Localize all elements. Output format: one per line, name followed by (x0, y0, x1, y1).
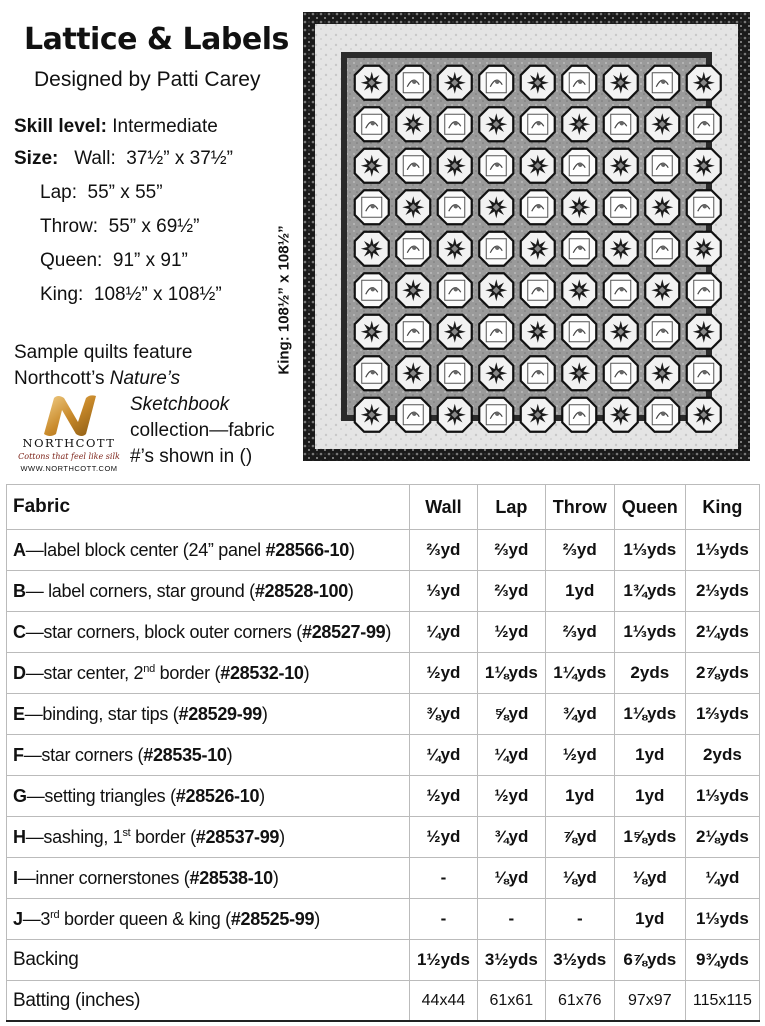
fabric-close: ) (303, 662, 310, 683)
yardage-wall: ½yd (410, 776, 478, 817)
yardage-lap: ¼yd (477, 735, 545, 776)
sketch-motif (578, 80, 582, 84)
size-dims: 37½” x 37½” (126, 148, 233, 169)
sketch-motif (578, 412, 582, 416)
sample-line: #’s shown in () (130, 446, 253, 467)
fabric-close: ) (259, 785, 265, 806)
size-row-lap (14, 182, 163, 204)
fabric-letter: G (13, 785, 27, 806)
ordinal-suffix: nd (143, 662, 155, 675)
fabric-description (7, 694, 410, 735)
fabric-close: ) (261, 703, 268, 724)
sketch-motif (412, 163, 416, 167)
size-row-wall (14, 148, 233, 170)
fabric-letter: B (13, 580, 26, 601)
collection-name: Nature’s (109, 368, 181, 389)
yardage-wall: ⅓yd (410, 571, 478, 612)
fabric-use: — label corners, star ground ( (25, 580, 255, 601)
batting-lap: 61x61 (477, 981, 545, 1022)
sketch-motif (578, 329, 582, 333)
table-header-row (7, 485, 760, 530)
ordinal-suffix: rd (50, 908, 60, 921)
sketch-motif (537, 204, 541, 208)
table-row (7, 735, 760, 776)
yardage-king: 1⅓yds (685, 899, 759, 940)
column-header: Throw (545, 485, 614, 530)
fabric-description (7, 817, 410, 858)
table-row (7, 571, 760, 612)
fabric-number: #28535-10 (143, 744, 227, 765)
yardage-lap: ⅝yd (477, 694, 545, 735)
fabric-requirements-table (6, 484, 760, 1022)
yardage-throw: ⅔yd (545, 530, 614, 571)
column-header: Lap (477, 485, 545, 530)
collection-name: Sketchbook (130, 394, 230, 415)
table-row (7, 899, 760, 940)
sketch-motif (578, 163, 582, 167)
northcott-n-icon (10, 392, 128, 438)
column-header: Queen (614, 485, 685, 530)
yardage-lap: ¾yd (477, 817, 545, 858)
yardage-king: 2⅛yds (685, 817, 759, 858)
logo-url: WWW.NORTHCOTT.COM (20, 464, 118, 473)
backing-label: Backing (7, 940, 410, 981)
yardage-throw: 1¼yds (545, 653, 614, 694)
sketch-motif (412, 412, 416, 416)
northcott-logo (10, 392, 128, 482)
sketch-motif (454, 287, 458, 291)
yardage-king: ¼yd (685, 858, 759, 899)
size-row-throw (14, 216, 199, 238)
sketch-motif (412, 329, 416, 333)
fabric-description (7, 858, 410, 899)
fabric-number: #28532-10 (220, 662, 304, 683)
fabric-use: —label block center (24” panel (25, 539, 266, 560)
size-name: Lap: (40, 182, 77, 203)
fabric-letter: A (13, 539, 26, 560)
yardage-queen: 1¾yds (614, 571, 685, 612)
yardage-wall: ½yd (410, 817, 478, 858)
sketch-motif (537, 287, 541, 291)
sketch-motif (371, 204, 375, 208)
yardage-throw: ½yd (545, 735, 614, 776)
sample-line: collection—fabric (130, 420, 275, 441)
bottom-rule (6, 1020, 760, 1022)
yardage-queen: 1⅛yds (614, 694, 685, 735)
sketch-motif (661, 412, 665, 416)
backing-queen: 6⅞yds (614, 940, 685, 981)
pattern-title: Lattice & Labels (24, 22, 289, 57)
sample-text: Northcott’s (14, 368, 110, 389)
sketch-motif (703, 121, 707, 125)
yardage-throw: ⅞yd (545, 817, 614, 858)
fabric-letter: E (13, 703, 25, 724)
sketch-motif (703, 204, 707, 208)
size-label: Size: (14, 148, 59, 169)
yardage-lap: ⅔yd (477, 571, 545, 612)
fabric-description (7, 653, 410, 694)
yardage-queen: 1yd (614, 735, 685, 776)
yardage-lap: ⅛yd (477, 858, 545, 899)
sketch-motif (412, 80, 416, 84)
quilt-size-label (264, 220, 304, 380)
yardage-king: 2¼yds (685, 612, 759, 653)
table-row (7, 776, 760, 817)
size-name: Queen: (40, 250, 103, 271)
sketch-motif (454, 204, 458, 208)
size-name: Throw: (40, 216, 99, 237)
fabric-description (7, 530, 410, 571)
yardage-lap: - (477, 899, 545, 940)
designer-credit: Designed by Patti Carey (34, 68, 261, 91)
fabric-number: #28525-99 (230, 908, 315, 929)
yardage-king: 1⅔yds (685, 694, 759, 735)
fabric-letter: H (13, 826, 26, 847)
yardage-lap: 1⅛yds (477, 653, 545, 694)
fabric-use: —inner cornerstones ( (17, 867, 190, 888)
batting-label: Batting (inches) (7, 981, 410, 1022)
sketch-motif (661, 80, 665, 84)
logo-name: NORTHCOTT (22, 436, 116, 450)
yardage-wall: ½yd (410, 653, 478, 694)
sketch-motif (578, 246, 582, 250)
table-row (7, 530, 760, 571)
fabric-close: ) (347, 580, 354, 601)
size-row-king (14, 284, 222, 306)
yardage-lap: ½yd (477, 612, 545, 653)
fabric-description (7, 776, 410, 817)
sample-note-continued (130, 392, 275, 470)
yardage-wall: ¼yd (410, 612, 478, 653)
fabric-close: ) (314, 908, 320, 929)
yardage-queen: ⅛yd (614, 858, 685, 899)
fabric-use: —sashing, 1 (25, 826, 123, 847)
yardage-wall: ¼yd (410, 735, 478, 776)
sketch-motif (620, 121, 624, 125)
yardage-wall: - (410, 858, 478, 899)
fabric-number: #28528-100 (254, 580, 348, 601)
fabric-use: —star center, 2 (25, 662, 144, 683)
sketch-motif (371, 287, 375, 291)
yardage-throw: 1yd (545, 776, 614, 817)
yardage-lap: ⅔yd (477, 530, 545, 571)
sketch-motif (620, 204, 624, 208)
size-name: King: (40, 284, 84, 305)
yardage-king: 1⅓yds (685, 530, 759, 571)
table-row-backing (7, 940, 760, 981)
batting-queen: 97x97 (614, 981, 685, 1022)
yardage-throw: - (545, 899, 614, 940)
fabric-letter: D (13, 662, 26, 683)
fabric-use-cont: border ( (154, 662, 221, 683)
column-header: Wall (410, 485, 478, 530)
skill-label: Skill level: (14, 116, 107, 137)
batting-wall: 44x44 (410, 981, 478, 1022)
fabric-number: #28529-99 (178, 703, 262, 724)
sketch-motif (412, 246, 416, 250)
fabric-use: —star corners ( (23, 744, 144, 765)
table-row (7, 612, 760, 653)
sketch-motif (537, 370, 541, 374)
fabric-use: —3 (22, 908, 51, 929)
sample-note (14, 340, 193, 392)
sketch-motif (661, 163, 665, 167)
yardage-king: 2⅓yds (685, 571, 759, 612)
sketch-motif (620, 287, 624, 291)
fabric-description (7, 735, 410, 776)
fabric-number: #28537-99 (195, 826, 280, 847)
sketch-motif (495, 163, 499, 167)
fabric-number: #28538-10 (189, 867, 273, 888)
fabric-letter: I (13, 867, 18, 888)
sketch-motif (537, 121, 541, 125)
yardage-queen: 1yd (614, 899, 685, 940)
logo-tagline: Cottons that feel like silk (18, 452, 120, 461)
fabric-letter: C (13, 621, 26, 642)
sketch-motif (661, 329, 665, 333)
sketch-motif (454, 121, 458, 125)
size-dims: 91” x 91” (112, 250, 188, 271)
fabric-use: —star corners, block outer corners ( (25, 621, 302, 642)
column-header: King (685, 485, 759, 530)
yardage-wall: - (410, 899, 478, 940)
backing-throw: 3½yds (545, 940, 614, 981)
fabric-number: #28566-10 (265, 539, 349, 560)
yardage-queen: 1yd (614, 776, 685, 817)
size-dims: 55” x 55” (87, 182, 163, 203)
size-dims: 108½” x 108½” (93, 284, 222, 305)
sample-line: Sample quilts feature (14, 342, 193, 363)
fabric-use-cont: border ( (130, 826, 196, 847)
yardage-king: 2yds (685, 735, 759, 776)
sketch-motif (495, 246, 499, 250)
sketch-motif (371, 121, 375, 125)
sample-line (14, 366, 193, 392)
yardage-throw: ⅛yd (545, 858, 614, 899)
backing-wall: 1½yds (410, 940, 478, 981)
table-row-batting (7, 981, 760, 1022)
table-row (7, 817, 760, 858)
yardage-queen: 2yds (614, 653, 685, 694)
quilt-illustration (303, 12, 750, 461)
fabric-description (7, 571, 410, 612)
sketch-motif (495, 329, 499, 333)
fabric-letter: J (13, 908, 23, 929)
fabric-description (7, 899, 410, 940)
table-row (7, 694, 760, 735)
yardage-queen: 1⅓yds (614, 612, 685, 653)
sketch-motif (703, 370, 707, 374)
fabric-use-cont: border queen & king ( (59, 908, 231, 929)
yardage-king: 2⅞yds (685, 653, 759, 694)
batting-throw: 61x76 (545, 981, 614, 1022)
yardage-throw: ¾yd (545, 694, 614, 735)
skill-level (14, 116, 218, 138)
skill-value: Intermediate (112, 116, 218, 137)
yardage-queen: 1⅓yds (614, 530, 685, 571)
size-dims: 55” x 69½” (108, 216, 200, 237)
sketch-motif (371, 370, 375, 374)
fabric-number: #28527-99 (302, 621, 386, 642)
table-row (7, 653, 760, 694)
fabric-use: —setting triangles ( (26, 785, 176, 806)
fabric-letter: F (13, 744, 24, 765)
sketch-motif (620, 370, 624, 374)
sketch-motif (703, 287, 707, 291)
size-name: Wall: (74, 148, 116, 169)
quilt-size-text: King: 108½” x 108½” (275, 225, 293, 375)
yardage-wall: ⅔yd (410, 530, 478, 571)
table-row (7, 858, 760, 899)
yardage-throw: ⅔yd (545, 612, 614, 653)
sketch-motif (495, 412, 499, 416)
yardage-king: 1⅓yds (685, 776, 759, 817)
column-header: Fabric (7, 485, 410, 530)
sketch-motif (454, 370, 458, 374)
fabric-description (7, 612, 410, 653)
fabric-use: —binding, star tips ( (24, 703, 179, 724)
yardage-queen: 1⅝yds (614, 817, 685, 858)
yardage-wall: ⅜yd (410, 694, 478, 735)
sketch-motif (661, 246, 665, 250)
fabric-number: #28526-10 (175, 785, 260, 806)
batting-king: 115x115 (685, 981, 759, 1022)
fabric-close: ) (226, 744, 233, 765)
size-row-queen (14, 250, 188, 272)
sketch-motif (495, 80, 499, 84)
ordinal-suffix: st (122, 826, 131, 839)
fabric-close: ) (348, 539, 355, 560)
yardage-throw: 1yd (545, 571, 614, 612)
backing-lap: 3½yds (477, 940, 545, 981)
fabric-close: ) (385, 621, 392, 642)
fabric-close: ) (272, 867, 279, 888)
fabric-close: ) (279, 826, 285, 847)
yardage-lap: ½yd (477, 776, 545, 817)
backing-king: 9¾yds (685, 940, 759, 981)
